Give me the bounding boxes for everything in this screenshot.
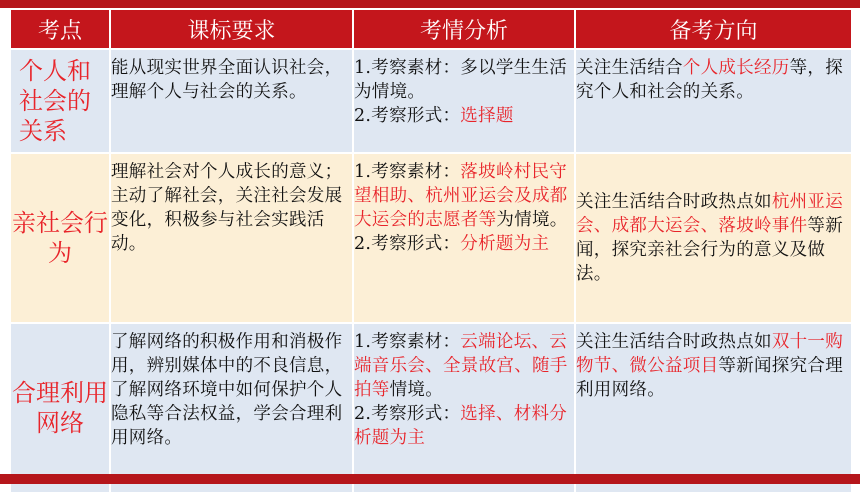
direction-suffix: 等新闻，探究亲社会行为的意义及做法。: [576, 216, 844, 284]
direction-cell: [575, 153, 852, 323]
analysis-cell: [353, 153, 575, 323]
direction-highlight: 双十一购物节、微公益项目: [576, 332, 844, 376]
table-row: [10, 49, 852, 153]
topic-cell: 合理利用网络: [10, 323, 110, 493]
requirement-cell: 了解网络的积极作用和消极作用，辨别媒体中的不良信息，了解网络环境中如何保护个人隐私等合法权益，学会合理利用网络。: [110, 323, 353, 493]
table-row: [10, 153, 852, 323]
form-label: 2.考察形式：: [354, 234, 461, 254]
analysis-cell: [353, 323, 575, 493]
form-highlight: 选择、材料分析题为主: [354, 404, 568, 448]
direction-suffix: 等，探究个人和社会的关系。: [576, 58, 844, 102]
material-suffix: 情境。: [389, 380, 444, 400]
analysis-cell: [353, 49, 575, 153]
header-topic: 考点: [10, 9, 110, 49]
top-accent-bar: [0, 0, 860, 8]
form-highlight: 选择题: [460, 106, 514, 126]
header-analysis: 考情分析: [353, 9, 575, 49]
topic-cell: 亲社会行为: [10, 153, 110, 323]
bottom-accent-bar: [0, 474, 860, 484]
direction-prefix: 关注生活结合时政热点如: [576, 192, 772, 212]
direction-prefix: 关注生活结合时政热点如: [576, 332, 772, 352]
requirement-cell: 理解社会对个人成长的意义；主动了解社会，关注社会发展变化，积极参与社会实践活动。: [110, 153, 353, 323]
material-label: 1.考察素材：: [354, 58, 461, 78]
form-highlight: 分析题为主: [460, 234, 550, 254]
requirement-cell: 能从现实世界全面认识社会，理解个人与社会的关系。: [110, 49, 353, 153]
header-row: [10, 9, 852, 49]
direction-highlight: 个人成长经历: [682, 58, 790, 78]
topic-cell: 个人和社会的关系: [10, 49, 110, 153]
header-requirement: 课标要求: [110, 9, 353, 49]
direction-prefix: 关注生活结合: [576, 58, 683, 78]
direction-cell: [575, 323, 852, 493]
direction-suffix: 等新闻探究合理利用网络。: [576, 356, 844, 400]
material-label: 1.考察素材：: [354, 162, 461, 182]
material-suffix: 为情境。: [496, 210, 568, 230]
material-label: 1.考察素材：: [354, 332, 461, 352]
form-label: 2.考察形式：: [354, 404, 461, 424]
material-text: 多以学生生活为情境。: [354, 58, 568, 102]
material-highlight: 落坡岭村民守望相助、杭州亚运会及成都大运会的志愿者等: [354, 162, 568, 230]
form-label: 2.考察形式：: [354, 106, 461, 126]
header-direction: 备考方向: [575, 9, 852, 49]
direction-highlight: 杭州亚运会、成都大运会、落坡岭事件: [576, 192, 844, 236]
exam-analysis-table: [9, 8, 853, 494]
direction-cell: [575, 49, 852, 153]
material-highlight: 云端论坛、云端音乐会、全景故宫、随手拍等: [354, 332, 568, 400]
table-row: [10, 323, 852, 493]
